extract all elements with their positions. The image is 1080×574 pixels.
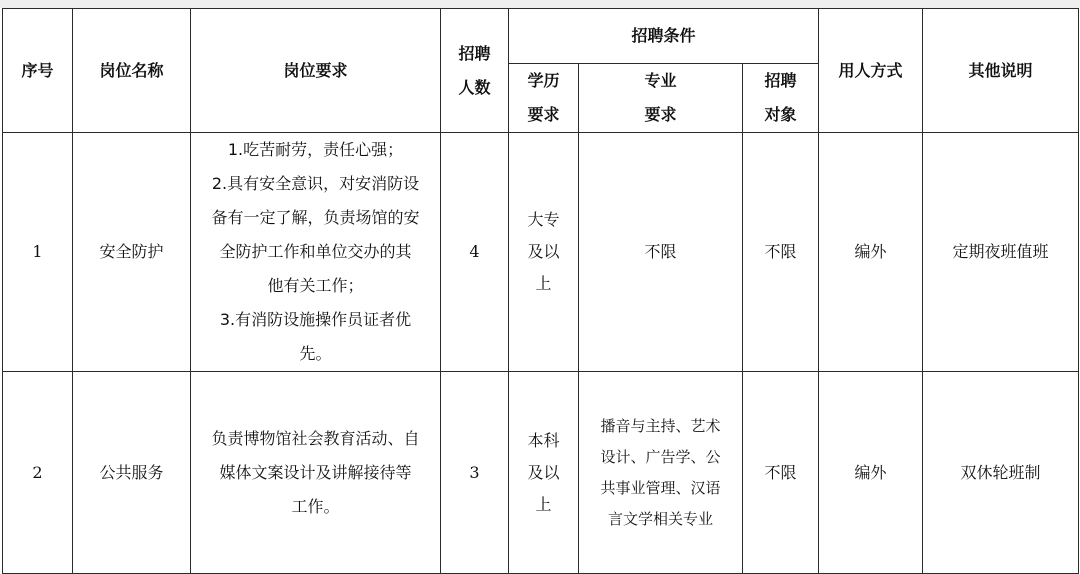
table-row (3, 133, 1079, 372)
header-target-label: 招聘 对象 (764, 71, 797, 124)
row-requirements (191, 372, 441, 574)
table-body (3, 133, 1079, 574)
header-notes: 其他说明 (923, 9, 1079, 133)
table-header (3, 9, 1079, 133)
row-seq: 1 (3, 133, 73, 372)
header-seq: 序号 (3, 9, 73, 133)
row-requirements (191, 133, 441, 372)
row-position-name: 安全防护 (73, 133, 191, 372)
header-education (509, 64, 579, 133)
requirement-line: 全防护工作和单位交办的其 (219, 242, 412, 261)
row-major (579, 372, 743, 574)
table-row (3, 372, 1079, 574)
row-notes: 定期夜班值班 (923, 133, 1079, 372)
requirement-line: 媒体文案设计及讲解接待等 (219, 462, 412, 482)
requirement-line: 负责博物馆社会教育活动、自 (211, 428, 420, 448)
row-employment-type: 编外 (819, 133, 923, 372)
row-target: 不限 (743, 133, 819, 372)
header-education-label: 学历 要求 (527, 71, 560, 124)
requirement-line: 先。 (299, 344, 332, 363)
row-education (509, 133, 579, 372)
requirement-line: 他有关工作； (267, 276, 364, 295)
header-major-label: 专业 要求 (644, 71, 677, 124)
requirement-line: 2.具有安全意识，对安消防设 (211, 174, 420, 193)
row-employment-type: 编外 (819, 372, 923, 574)
row-target: 不限 (743, 372, 819, 574)
top-margin-strip (0, 0, 1080, 8)
requirement-line: 备有一定了解，负责场馆的安 (211, 208, 420, 227)
header-headcount-label: 招聘 人数 (458, 43, 491, 97)
recruitment-table (2, 8, 1079, 574)
row-notes: 双休轮班制 (923, 372, 1079, 574)
header-conditions: 招聘条件 (509, 9, 819, 64)
row-position-name: 公共服务 (73, 372, 191, 574)
row-seq: 2 (3, 372, 73, 574)
header-position-name: 岗位名称 (73, 9, 191, 133)
row-headcount: 3 (441, 372, 509, 574)
row-education-text: 本科 及以 上 (527, 430, 560, 514)
row-headcount: 4 (441, 133, 509, 372)
requirement-line: 1.吃苦耐劳，责任心强； (227, 140, 404, 159)
row-major: 不限 (579, 133, 743, 372)
row-education-text: 大专 及以 上 (527, 210, 560, 293)
header-row-top (3, 9, 1079, 64)
header-headcount (441, 9, 509, 133)
row-major-text: 播音与主持、艺术 设计、广告学、公 共事业管理、汉语 言文学相关专业 (600, 416, 721, 528)
header-position-requirements: 岗位要求 (191, 9, 441, 133)
header-employment-type: 用人方式 (819, 9, 923, 133)
requirement-line: 工作。 (291, 496, 340, 516)
requirement-line: 3.有消防设施操作员证者优 (219, 310, 412, 329)
header-target (743, 64, 819, 133)
row-education (509, 372, 579, 574)
header-major (579, 64, 743, 133)
